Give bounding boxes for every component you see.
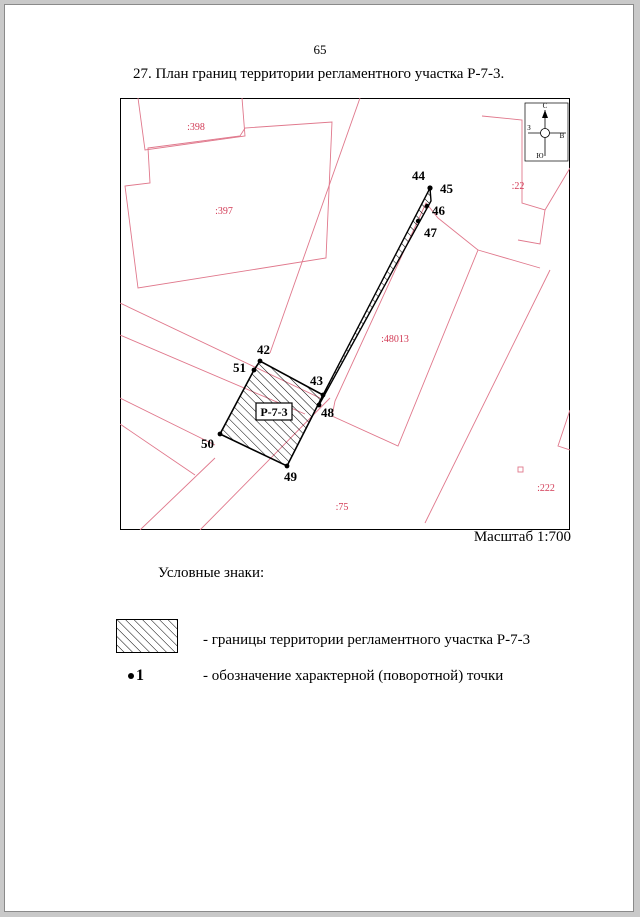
- point-49-marker: [285, 464, 290, 469]
- legend-point-text: - обозначение характерной (поворотной) точки: [203, 668, 504, 684]
- site-plan-map: [120, 98, 570, 530]
- point-45-marker: [427, 185, 432, 190]
- point-51-marker: [252, 368, 257, 373]
- point-label: 42: [257, 342, 270, 357]
- point-dot-icon: [128, 673, 134, 679]
- point-46-marker: [425, 204, 429, 208]
- zone-label: Р-7-3: [260, 405, 288, 419]
- point-47-marker: [416, 219, 420, 223]
- point-label: 46: [432, 203, 445, 218]
- legend-hatch-swatch: [116, 619, 178, 653]
- legend-point-symbol: [128, 667, 144, 685]
- parcel-label: :397: [215, 206, 233, 217]
- parcel-label: :75: [335, 502, 349, 513]
- page-title: 27. План границ территории регламентного участка Р-7-3.: [133, 66, 505, 82]
- legend-title: Условные знаки:: [158, 565, 265, 581]
- parcel-label: :398: [187, 122, 205, 133]
- map-scale: Масштаб 1:700: [473, 529, 571, 545]
- point-label: 44: [412, 168, 425, 183]
- point-label: 49: [284, 469, 297, 484]
- page-number: 65: [313, 42, 327, 57]
- point-label: 48: [321, 405, 334, 420]
- parcel-label: :48013: [381, 334, 409, 345]
- point-label: 43: [310, 373, 323, 388]
- compass-west: З: [527, 124, 531, 132]
- point-label: 47: [424, 225, 437, 240]
- compass-north: С: [542, 102, 548, 110]
- point-43-marker: [321, 393, 326, 398]
- parcel-label: :22: [511, 181, 525, 192]
- point-label: 45: [440, 181, 453, 196]
- compass-east: В: [559, 132, 565, 140]
- parcel-label: :222: [537, 483, 555, 494]
- point-50-marker: [218, 432, 223, 437]
- legend-hatch-text: - границы территории регламентного участка Р-7-3: [203, 632, 531, 648]
- compass-south: Ю: [536, 152, 544, 160]
- compass-rose: [525, 102, 568, 161]
- point-42-marker: [258, 359, 263, 364]
- point-label: 51: [233, 360, 246, 375]
- map-frame: [121, 99, 570, 530]
- point-label: 50: [201, 436, 214, 451]
- legend-point-number: 1: [136, 667, 144, 684]
